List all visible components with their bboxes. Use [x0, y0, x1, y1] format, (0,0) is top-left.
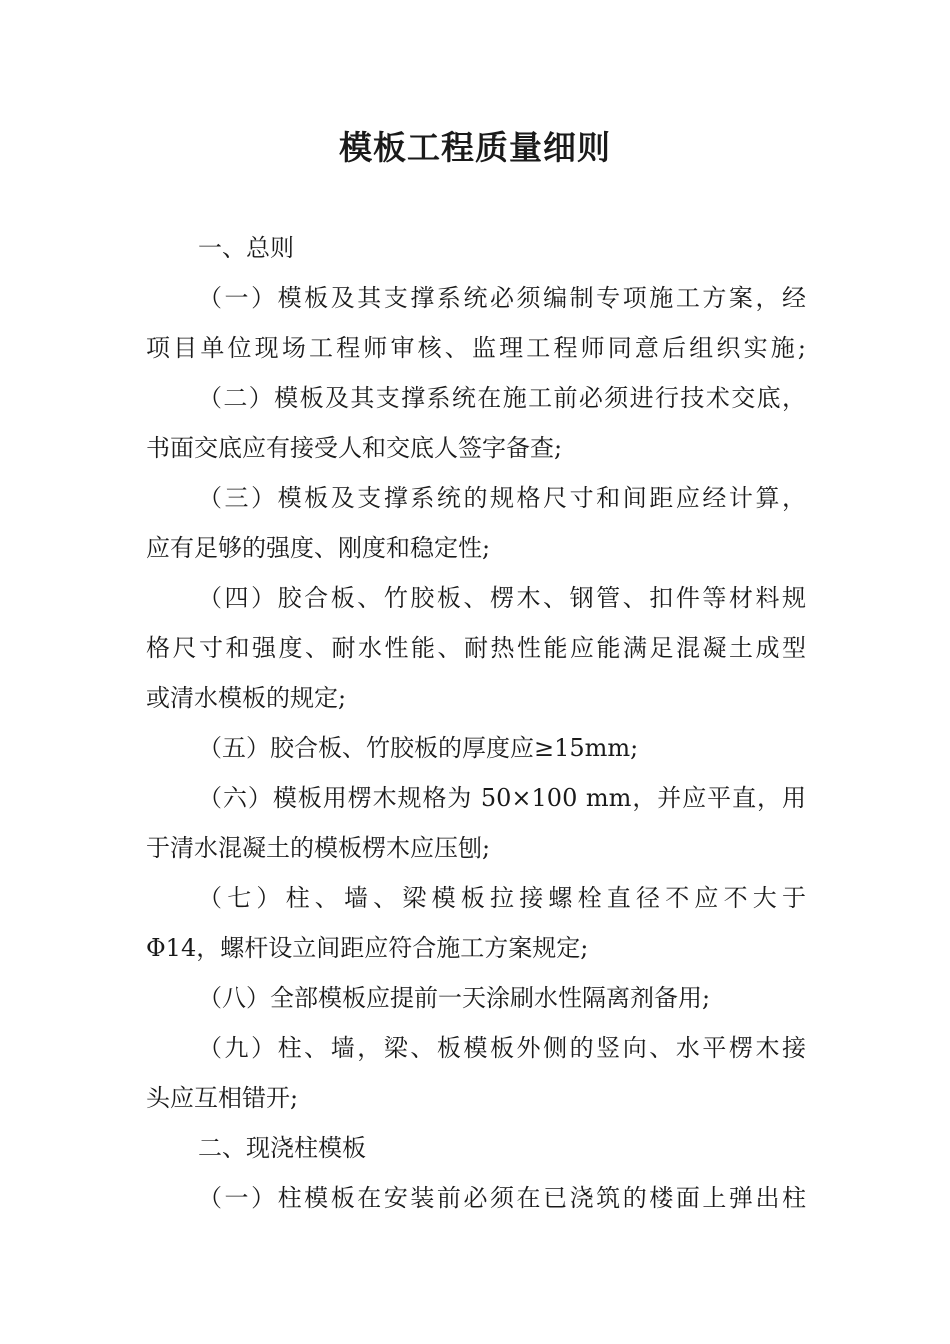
paragraph-line: 格尺寸和强度、耐水性能、耐热性能应能满足混凝土成型 [146, 634, 806, 662]
paragraph-line: 项目单位现场工程师审核、监理工程师同意后组织实施; [146, 334, 806, 362]
paragraph-line: （五）胶合板、竹胶板的厚度应≥15mm; [198, 734, 639, 762]
section-heading-column-formwork: 二、现浇柱模板 [198, 1134, 366, 1162]
paragraph-line: （三）模板及支撑系统的规格尺寸和间距应经计算， [198, 484, 806, 512]
paragraph-line: （四）胶合板、竹胶板、楞木、钢管、扣件等材料规 [198, 584, 806, 612]
paragraph-line: （八）全部模板应提前一天涂刷水性隔离剂备用; [198, 984, 711, 1012]
paragraph-line: （一）模板及其支撑系统必须编制专项施工方案，经 [198, 284, 806, 312]
paragraph-line: 应有足够的强度、刚度和稳定性; [146, 534, 491, 562]
paragraph-line: （二）模板及其支撑系统在施工前必须进行技术交底， [198, 384, 806, 412]
paragraph-line: 书面交底应有接受人和交底人签字备查; [146, 434, 563, 462]
paragraph-line: 于清水混凝土的模板楞木应压刨; [146, 834, 491, 862]
paragraph-line: 头应互相错开; [146, 1084, 299, 1112]
paragraph-line: （九）柱、墙，梁、板模板外侧的竖向、水平楞木接 [198, 1034, 806, 1062]
document-title: 模板工程质量细则 [339, 128, 611, 167]
section-heading-general: 一、总则 [198, 234, 294, 262]
paragraph-line: Φ14，螺杆设立间距应符合施工方案规定; [146, 934, 589, 962]
paragraph-line: （七）柱、墙、梁模板拉接螺栓直径不应不大于 [198, 884, 806, 912]
paragraph-line: （六）模板用楞木规格为 50×100 mm，并应平直，用 [198, 784, 806, 812]
paragraph-line: 或清水模板的规定; [146, 684, 347, 712]
paragraph-line: （一）柱模板在安装前必须在已浇筑的楼面上弹出柱 [198, 1184, 806, 1212]
